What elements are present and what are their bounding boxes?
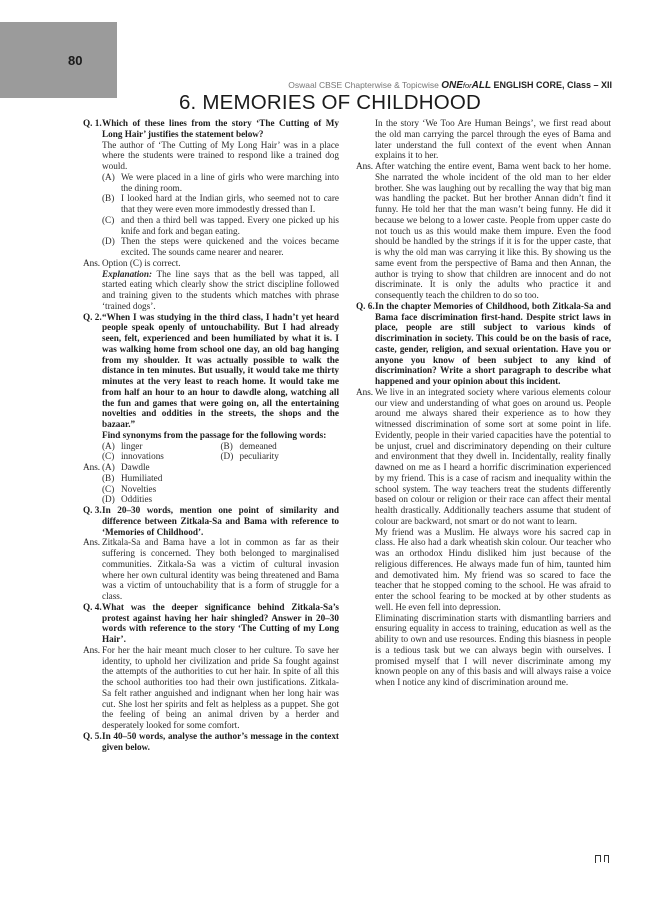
question-5-context [356, 118, 611, 161]
question-context: In the story ‘We Too Are Human Beings’, we first read about the old man carrying the parcel through the eyes of Bama and later understand the full context of the event when Annan explains it to her. [375, 118, 611, 161]
header-brand-all: ALL [471, 80, 492, 91]
question-6 [356, 301, 611, 387]
answer-b: (B) Humiliated [102, 472, 163, 483]
answer-text: Option (C) is correct. [102, 257, 181, 268]
question-label: Q. 3. [83, 505, 102, 515]
answer-6 [356, 387, 611, 688]
answer-3 [83, 537, 339, 602]
answer-a: (A) Dawdle [102, 462, 150, 472]
word-d: (D) peculiarity [220, 451, 279, 462]
question-text: In the chapter Memories of Childhood, both Zitkala-Sa and Bama face discrimination first-hand. Despite strict laws in place, people are still subject to various kinds of discrimination in society. This could be on the basis of race, caste, gender, religion, and sexual orientation. Have you or anyone you know of been subject to any kind of discrimination? Write a short paragraph to describe what happened and your opinion about this incident. [375, 300, 611, 386]
end-of-section-mark-icon [595, 855, 609, 863]
answer-label: Ans. [83, 644, 101, 655]
question-passage: “When I was studying in the third class, I hadn’t yet heard people speak openly of untouchability. But I had already seen, felt, experienced and been humiliated by what it is. I was walking home from school one day, an old bag hanging from my shoulder. It was actually possible to walk the distance in ten minutes. But usually, it would take me thirty minutes at the very least to reach home. It would take me from half an hour to an hour to dawdle along, watching all the fun and games that were going on, all the entertaining novelties and oddities in the streets, the shops and the bazaar.” [102, 311, 339, 429]
option-d: (D) Then the steps were quickened and the voices became excited. The sounds came nearer and nearer. [102, 236, 339, 257]
explanation: Explanation: The line says that as the bell was tapped, all started eating which clearly show the strict discipline followed and training given to the students which matches with phrase ‘trained dogs’. [102, 268, 339, 311]
question-text: Which of these lines from the story ‘The Cutting of My Long Hair’ justifies the statement below? [102, 118, 339, 139]
question-label: Q. 2. [83, 311, 102, 322]
question-1 [83, 118, 339, 258]
answer-2 [83, 462, 339, 505]
chapter-title: 6. MEMORIES OF CHILDHOOD [178, 91, 482, 114]
header-brand-one: ONE [441, 80, 463, 91]
question-label: Q. 4. [83, 601, 102, 612]
question-label: Q. 1. [83, 118, 102, 128]
question-text: What was the deeper significance behind Zitkala-Sa’s protest against having her hair shingled? Answer in 20–30 words with reference to the story ‘The Cutting of my Long Hair’. [102, 601, 339, 644]
answer-c: (C) Novelties [102, 483, 157, 494]
answer-5 [356, 161, 611, 301]
running-header [0, 80, 612, 91]
option-c: (C) and then a third bell was tapped. Every one picked up his knife and fork and began eating. [102, 214, 339, 236]
page-number: 80 [68, 53, 83, 68]
word-list [102, 441, 339, 463]
answer-text: After watching the entire event, Bama went back to her home. She narrated the whole incident of the old man to her elder brother. She was laughing out by recalling the way that big man was handling the packet. But her brother Annan didn’t find it funny. He told her that the man wasn’t being funny. He did it because we belong to a lower caste. People from upper caste do not touch us as this would make them impure. Even the food should be handled by the strings if it is for the upper caste, that is why the old man was carrying it like this. By showing us the same event from the perspective of Bama and then Annan, the author is trying to show that children are innocent and do not discriminate. It is only the adults who practice it and consequently teach the children to do so too. [375, 161, 611, 300]
option-b: (B) I looked hard at the Indian girls, who seemed not to care that they were even more immodestly dressed than I. [102, 193, 339, 214]
question-5 [83, 731, 339, 753]
answer-paragraph: We live in an integrated society where various elements colour our view and understanding of what goes on around us. People around me always shared their experience as to how they witnessed discrimination of some sort at some point in life. Evidently, people in their varied capacities have the potential to be unjust, cruel and discriminatory depending on their culture and environment that they dwell in. Incidentally, reality finally dawned on me as I heard a horrific discrimination experienced by my friend. This is a case of racism and inequality within the school system. The way teachers treat the students differently based on colour or religion or their race can affect their mental health drastically. Additionally teachers assume that student of colour are backward, not smart or do not want to learn. [375, 386, 611, 526]
word-c: (C) innovations [102, 451, 164, 462]
right-column [356, 118, 611, 688]
question-label: Q. 6. [356, 300, 375, 311]
question-4 [83, 602, 339, 645]
answer-text: For her the hair meant much closer to her culture. To save her identity, to uphold her civilization and pride Sa fought against the attempts of the authorities to cut her hair. In spite of all this the school authorities too had their own justifications. Zitkala-Sa felt rather anguished and indignant when her long hair was cut. She lost her spirits and felt as helpless as a puppet. She got the feeling of being an animal driven by a herder and desperately looked for some comfort. [102, 644, 339, 730]
word-b: (B) demeaned [220, 440, 277, 451]
option-a: (A) We were placed in a line of girls who were marching into the dining room. [102, 171, 339, 193]
header-brand-for: for [462, 81, 472, 90]
answer-label: Ans. [83, 257, 101, 268]
answer-paragraph: My friend was a Muslim. He always wore his sacred cap in class. He also had a dark wheatish skin colour. Our teacher who was an orthodox Hindu disliked him just because of the religious differences. He always made fun of him, taunted him and demotivated him. My friend was so scared to face the teacher that he stopped coming to the school. He was afraid to enter the school fearing to be mocked at by other students as well. He even fell into depression. [375, 526, 611, 612]
header-subject: ENGLISH CORE [493, 80, 562, 90]
question-2 [83, 312, 339, 463]
question-text: In 40–50 words, analyse the author’s message in the context given below. [102, 730, 339, 752]
answer-label: Ans. [356, 386, 374, 397]
answer-d: (D) Oddities [102, 494, 153, 505]
left-column [83, 118, 339, 752]
answer-4 [83, 645, 339, 731]
word-a: (A) linger [102, 440, 143, 451]
answer-text: Zitkala-Sa and Bama have a lot in common as far as their suffering is concerned. They both belonged to marginalised communities. Zitkala-Sa was a victim of cultural invasion where her own cultural identity was being threatened and Bama was a victim of untouchability that is a form of struggle for a class. [102, 537, 339, 601]
answer-label: Ans. [83, 537, 101, 548]
question-3 [83, 505, 339, 537]
header-publisher: Oswaal CBSE Chapterwise & Topicwise [288, 80, 439, 90]
answer-paragraph: Eliminating discrimination starts with dismantling barriers and ensuring equality in access to training, education as well as the ability to own and use resources. Ending this biasness in people is a tedious task but we can always begin with ourselves. I promised myself that I will never discriminate among my known people on any of this basis and will always raise a voice when I notice any kind of discrimination around me. [375, 612, 611, 687]
question-statement: The author of ‘The Cutting of My Long Hair’ was in a place where the students were trained to respond like a trained dog would. [102, 139, 339, 171]
question-text: In 20–30 words, mention one point of similarity and difference between Zitkala-Sa and Bama with reference to ‘Memories of Childhood’. [102, 505, 339, 537]
answer-label: Ans. [83, 462, 101, 472]
question-instruction: Find synonyms from the passage for the following words: [102, 429, 327, 440]
answer-1 [83, 258, 339, 312]
header-class: , Class – XII [561, 80, 612, 90]
answer-label: Ans. [356, 161, 374, 171]
question-label: Q. 5. [83, 730, 102, 741]
